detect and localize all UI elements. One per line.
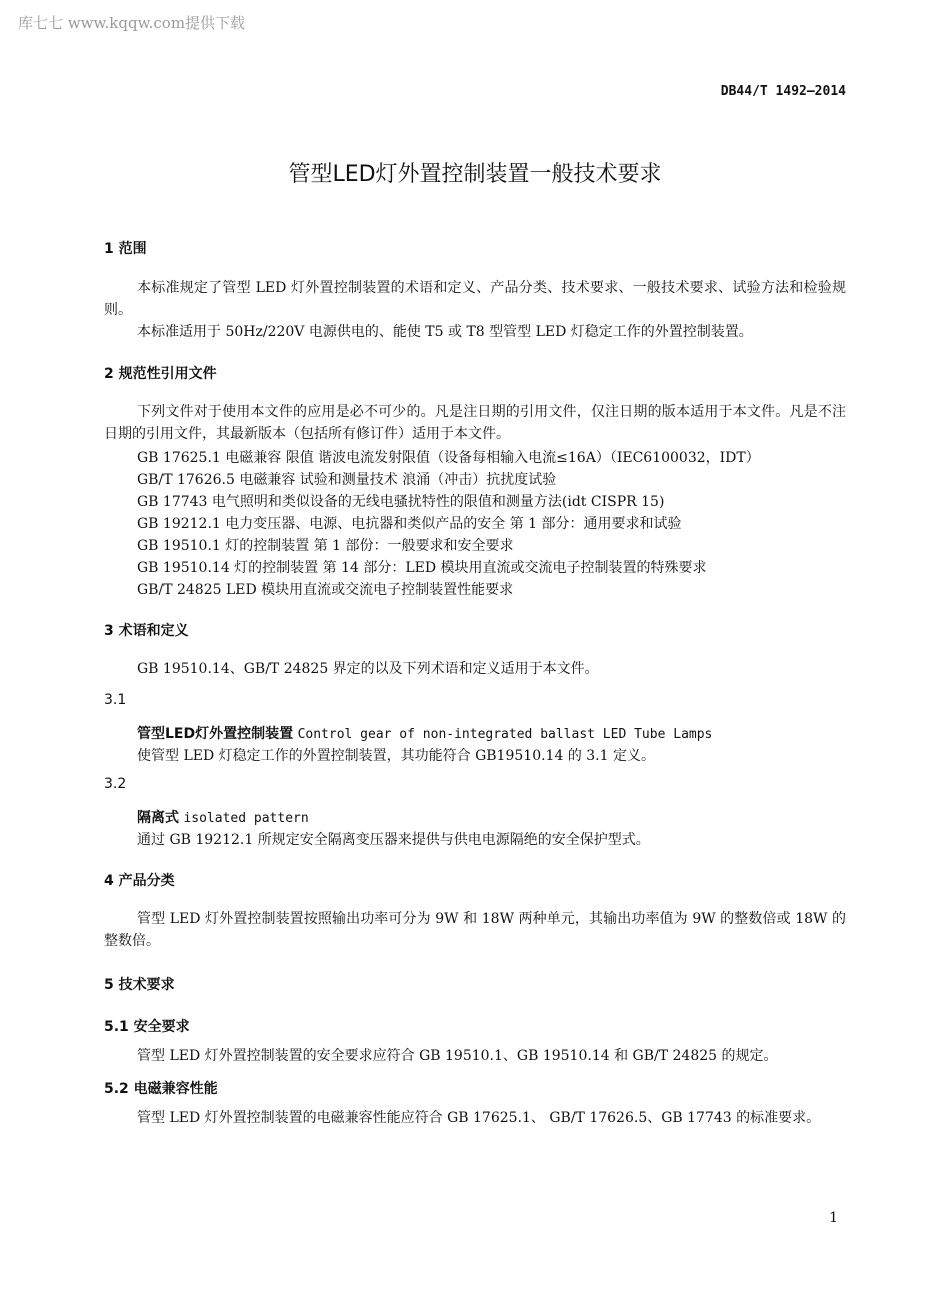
section-1-paragraph-1: 本标准规定了管型 LED 灯外置控制装置的术语和定义、产品分类、技术要求、一般技术要求、试验方法和检验规则。 bbox=[104, 280, 846, 318]
section-1-heading: 1 范围 bbox=[104, 241, 147, 257]
document-title: 管型LED灯外置控制装置一般技术要求 bbox=[288, 162, 662, 187]
section-3-heading: 3 术语和定义 bbox=[104, 623, 189, 639]
reference-item: GB 19510.1 灯的控制装置 第 1 部份：一般要求和安全要求 bbox=[137, 538, 514, 554]
term-3-2-title bbox=[137, 807, 309, 827]
term-3-2-english: isolated pattern bbox=[183, 811, 309, 826]
section-4-paragraph: 管型 LED 灯外置控制装置按照输出功率可分为 9W 和 18W 两种单元，其输出功率值为 9W 的整数倍或 18W 的整数倍。 bbox=[104, 911, 846, 949]
watermark: 库七七 www.kqqw.com提供下载 bbox=[18, 14, 246, 32]
reference-item: GB/T 24825 LED 模块用直流或交流电子控制装置性能要求 bbox=[137, 582, 514, 598]
reference-item: GB 17625.1 电磁兼容 限值 谐波电流发射限值（设备每相输入电流≤16A）（IEC6100032，IDT） bbox=[137, 450, 760, 466]
section-2-paragraph: 下列文件对于使用本文件的应用是必不可少的。凡是注日期的引用文件，仅注日期的版本适用于本文件。凡是不注日期的引用文件，其最新版本（包括所有修订件）适用于本文件。 bbox=[104, 404, 846, 442]
term-3-2-definition: 通过 GB 19212.1 所规定安全隔离变压器来提供与供电电源隔绝的安全保护型式。 bbox=[137, 832, 650, 848]
page-number: 1 bbox=[829, 1210, 838, 1226]
reference-item: GB 19510.14 灯的控制装置 第 14 部分：LED 模块用直流或交流电子控制装置的特殊要求 bbox=[137, 560, 707, 576]
section-5-1-paragraph: 管型 LED 灯外置控制装置的安全要求应符合 GB 19510.1、GB 19510.14 和 GB/T 24825 的规定。 bbox=[137, 1048, 778, 1064]
term-3-1-number: 3.1 bbox=[104, 692, 127, 708]
reference-item: GB 17743 电气照明和类似设备的无线电骚扰特性的限值和测量方法(idt CISPR 15) bbox=[137, 494, 665, 510]
section-1-paragraph-2: 本标准适用于 50Hz/220V 电源供电的、能使 T5 或 T8 型管型 LED 灯稳定工作的外置控制装置。 bbox=[137, 324, 753, 340]
term-3-1-definition: 使管型 LED 灯稳定工作的外置控制装置，其功能符合 GB19510.14 的 3.1 定义。 bbox=[137, 748, 655, 764]
reference-item: GB 19212.1 电力变压器、电源、电抗器和类似产品的安全 第 1 部分：通用要求和试验 bbox=[137, 516, 682, 532]
term-3-2-chinese: 隔离式 bbox=[137, 810, 179, 826]
section-5-2-paragraph: 管型 LED 灯外置控制装置的电磁兼容性能应符合 GB 17625.1、 GB/T 17626.5、GB 17743 的标准要求。 bbox=[137, 1110, 821, 1126]
section-5-2-heading: 5.2 电磁兼容性能 bbox=[104, 1081, 218, 1097]
term-3-1-english: Control gear of non-integrated ballast LED Tube Lamps bbox=[297, 727, 713, 742]
section-2-heading: 2 规范性引用文件 bbox=[104, 366, 217, 382]
term-3-1-chinese: 管型LED灯外置控制装置 bbox=[137, 726, 294, 742]
document-number: DB44/T 1492—2014 bbox=[720, 84, 846, 99]
reference-item: GB/T 17626.5 电磁兼容 试验和测量技术 浪涌（冲击）抗扰度试验 bbox=[137, 472, 557, 488]
section-4-heading: 4 产品分类 bbox=[104, 873, 175, 889]
term-3-2-number: 3.2 bbox=[104, 776, 127, 792]
section-3-paragraph: GB 19510.14、GB/T 24825 界定的以及下列术语和定义适用于本文件。 bbox=[137, 661, 599, 677]
section-5-heading: 5 技术要求 bbox=[104, 977, 175, 993]
section-5-1-heading: 5.1 安全要求 bbox=[104, 1019, 190, 1035]
term-3-1-title bbox=[137, 723, 712, 743]
